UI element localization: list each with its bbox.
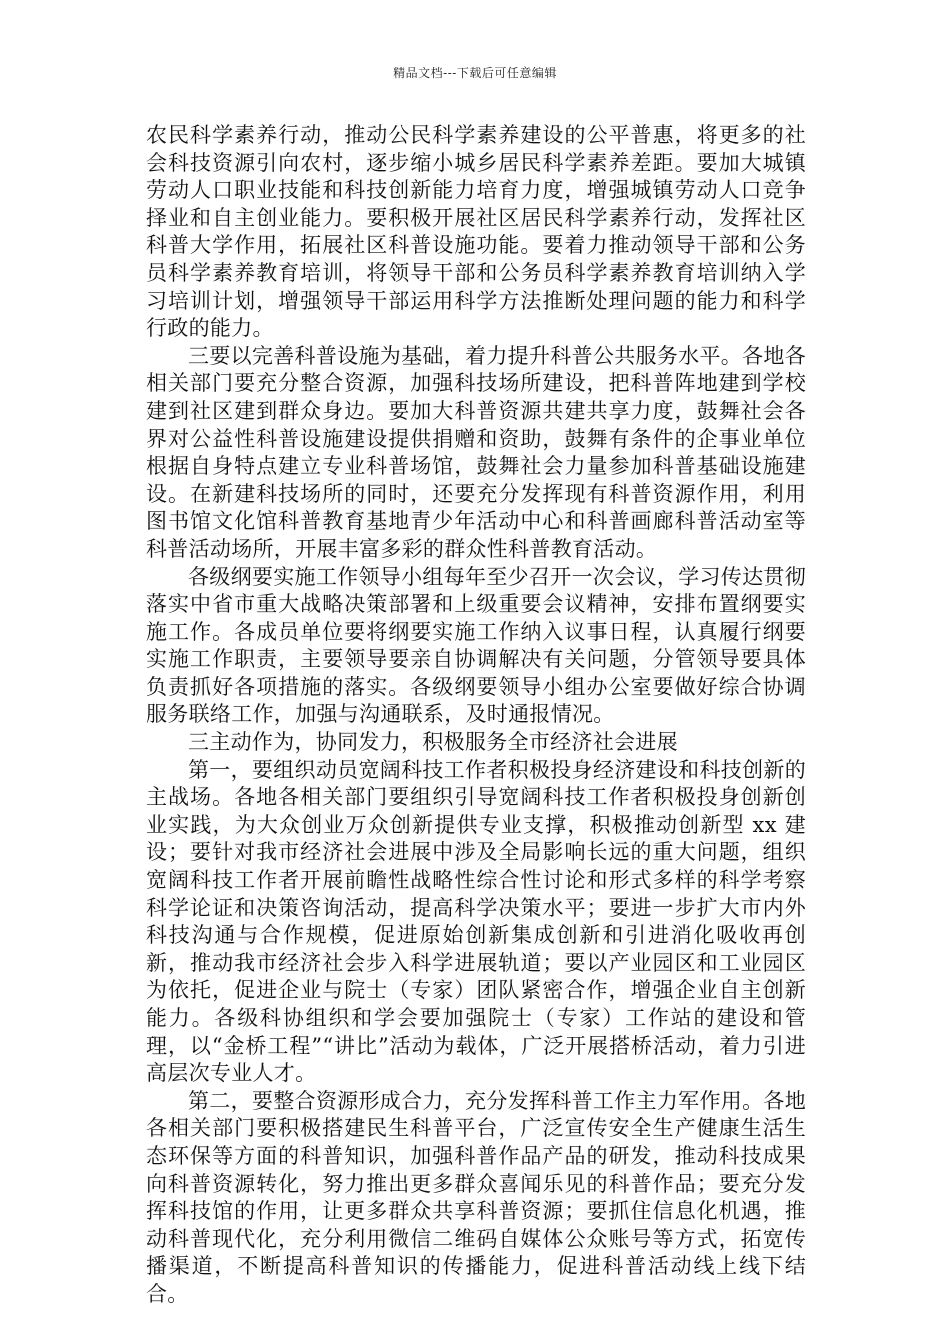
page-header: 精品文档---下载后可任意编辑 xyxy=(393,66,557,80)
document-body xyxy=(146,122,806,1309)
paragraph-5: 第二，要整合资源形成合力，充分发挥科普工作主力军作用。各地各相关部门要积极搭建民生科普平台，广泛宣传安全生产健康生活生态环保等方面的科普知识，加强科普作品产品的研发，推动科技成果向科普资源转化，努力推出更多群众喜闻乐见的科普作品；要充分发挥科技馆的作用，让更多群众共享科普资源；要抓住信息化机遇，推动科普现代化，充分利用微信二维码自媒体公众账号等方式，拓宽传播渠道，不断提高科普知识的传播能力，促进科普活动线上线下结合。 xyxy=(146,1088,806,1306)
paragraph-4: 第一，要组织动员宽阔科技工作者积极投身经济建设和科技创新的主战场。各地各相关部门要组织引导宽阔科技工作者积极投身创新创业实践，为大众创业万众创新提供专业支撑，积极推动创新型 xx 建设；要针对我市经济社会进展中涉及全局影响长远的重大问题，组织宽阔科技工作者开展前瞻性战略性综合性讨论和形式多样的科学考察科学论证和决策咨询活动，提高科学决策水平；要进一步扩大市内外科技沟通与合作规模，促进原始创新集成创新和引进消化吸收再创新，推动我市经济社会步入科学进展轨道；要以产业园区和工业园区为依托，促进企业与院士（专家）团队紧密合作，增强企业自主创新能力。各级科协组织和学会要加强院士（专家）工作站的建设和管理，以“金桥工程”“讲比”活动为载体，广泛开展搭桥活动，着力引进高层次专业人才。 xyxy=(146,757,806,1086)
section-heading: 三主动作为，协同发力，积极服务全市经济社会进展 xyxy=(188,730,678,755)
paragraph-1: 农民科学素养行动，推动公民科学素养建设的公平普惠，将更多的社会科技资源引向农村，逐步缩小城乡居民科学素养差距。要加大城镇劳动人口职业技能和科技创新能力培育力度，增强城镇劳动人口竞争择业和自主创业能力。要积极开展社区居民科学素养行动，发挥社区科普大学作用，拓展社区科普设施功能。要着力推动领导干部和公务员科学素养教育培训，将领导干部和公务员科学素养教育培训纳入学习培训计划，增强领导干部运用科学方法推断处理问题的能力和科学行政的能力。 xyxy=(146,123,806,341)
paragraph-3: 各级纲要实施工作领导小组每年至少召开一次会议，学习传达贯彻落实中省市重大战略决策部署和上级重要会议精神，安排布置纲要实施工作。各成员单位要将纲要实施工作纳入议事日程，认真履行纲要实施工作职责，主要领导要亲自协调解决有关问题，分管领导要具体负责抓好各项措施的落实。各级纲要领导小组办公室要做好综合协调服务联络工作，加强与沟通联系，及时通报情况。 xyxy=(146,564,806,727)
paragraph-2: 三要以完善科普设施为基础，着力提升科普公共服务水平。各地各相关部门要充分整合资源，加强科技场所建设，把科普阵地建到学校建到社区建到群众身边。要加大科普资源共建共享力度，鼓舞社会各界对公益性科普设施建设提供捐赠和资助，鼓舞有条件的企事业单位根据自身特点建立专业科普场馆，鼓舞社会力量参加科普基础设施建设。在新建科技场所的同时，还要充分发挥现有科普资源作用，利用图书馆文化馆科普教育基地青少年活动中心和科普画廊科普活动室等科普活动场所，开展丰富多彩的群众性科普教育活动。 xyxy=(146,343,806,561)
